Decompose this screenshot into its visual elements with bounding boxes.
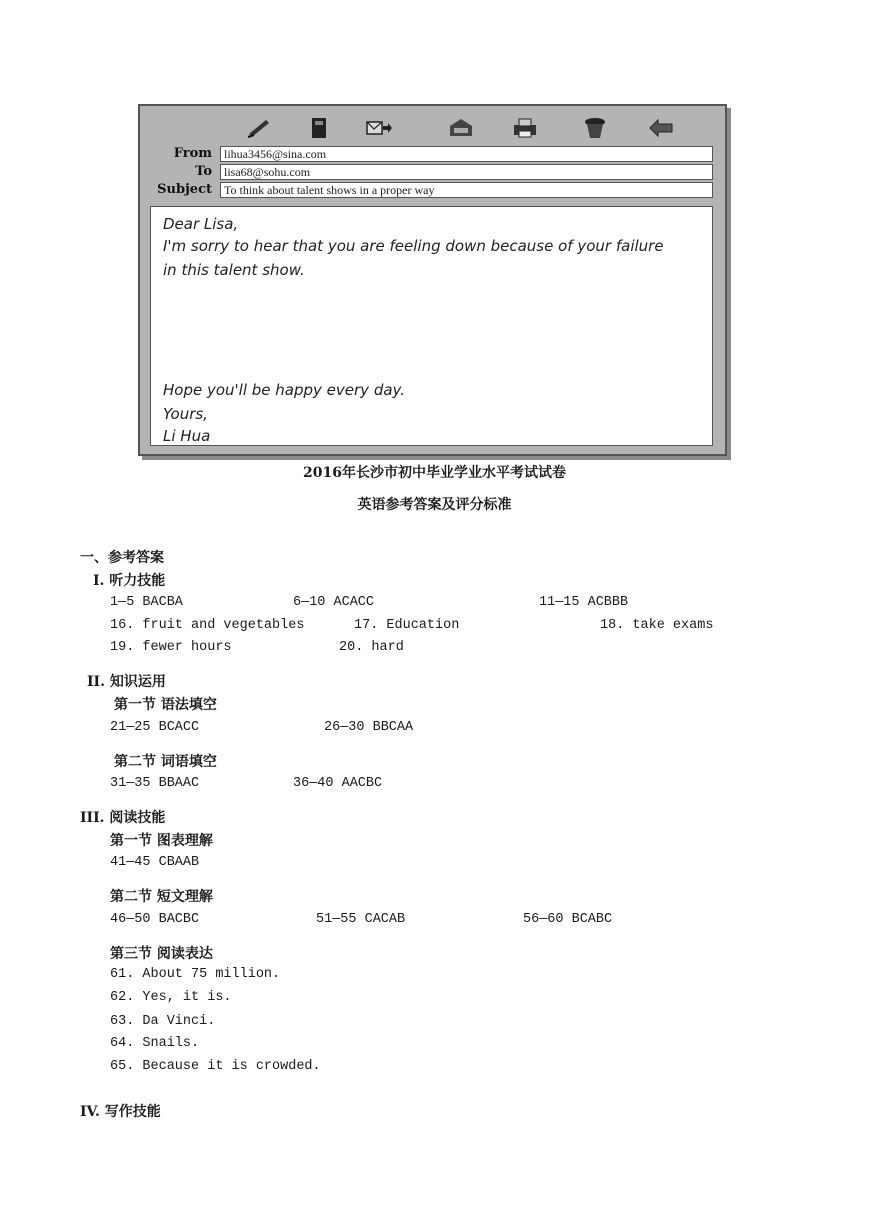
answer-item: 41—45 CBAAB bbox=[110, 855, 200, 870]
answer-item: 51—55 CACAB bbox=[316, 912, 406, 927]
answer-item: 64. Snails. bbox=[110, 1036, 200, 1051]
to-field[interactable]: lisa68@sohu.com bbox=[220, 164, 713, 180]
answer-item: 19. fewer hours bbox=[110, 640, 232, 655]
subsection-heading: 第二节 短文理解 bbox=[110, 889, 213, 905]
email-window-illustration bbox=[138, 104, 727, 456]
section-heading: 一、参考答案 bbox=[80, 550, 164, 566]
email-line: in this talent show. bbox=[163, 261, 305, 279]
to-row bbox=[140, 164, 725, 180]
answer-item: 31—35 BBAAC bbox=[110, 776, 200, 791]
subsection-heading: 第三节 阅读表达 bbox=[110, 946, 213, 962]
quill-icon bbox=[246, 116, 272, 140]
printer-icon bbox=[512, 116, 538, 140]
email-closing: Yours, bbox=[163, 405, 208, 423]
email-closing: Hope you'll be happy every day. bbox=[163, 381, 406, 399]
answer-item: 62. Yes, it is. bbox=[110, 990, 232, 1005]
answer-item: 46—50 BACBC bbox=[110, 912, 200, 927]
part-heading: II. 知识运用 bbox=[87, 674, 166, 690]
subject-label: Subject bbox=[157, 182, 212, 197]
send-mail-icon bbox=[366, 116, 392, 140]
answer-item: 6—10 ACACC bbox=[293, 595, 375, 610]
trash-icon bbox=[582, 116, 608, 140]
book-icon bbox=[306, 116, 332, 140]
email-toolbar bbox=[140, 112, 725, 146]
answer-item: 17. Education bbox=[354, 618, 460, 633]
from-label: From bbox=[173, 146, 212, 161]
answer-item: 26—30 BBCAA bbox=[324, 720, 414, 735]
answer-item: 16. fruit and vegetables bbox=[110, 618, 305, 633]
subsection-heading: 第二节 词语填空 bbox=[114, 754, 217, 770]
email-signature: Li Hua bbox=[163, 427, 211, 445]
part-heading: IV. 写作技能 bbox=[80, 1104, 161, 1120]
to-label: To bbox=[195, 164, 212, 179]
doc-subtitle: 英语参考答案及评分标准 bbox=[357, 497, 512, 513]
subject-field[interactable]: To think about talent shows in a proper way bbox=[220, 182, 713, 198]
answer-item: 21—25 BCACC bbox=[110, 720, 200, 735]
part-heading: III. 阅读技能 bbox=[80, 810, 166, 826]
part-heading: I. 听力技能 bbox=[93, 573, 166, 589]
answer-item: 63. Da Vinci. bbox=[110, 1014, 216, 1029]
email-line: I'm sorry to hear that you are feeling down because of your failure bbox=[163, 237, 664, 255]
answer-item: 65. Because it is crowded. bbox=[110, 1059, 321, 1074]
doc-title: 2016年长沙市初中毕业学业水平考试试卷 bbox=[303, 465, 566, 481]
answer-item: 18. take exams bbox=[600, 618, 714, 633]
reply-icon bbox=[648, 116, 674, 140]
email-body[interactable] bbox=[150, 206, 713, 446]
answer-item: 1—5 BACBA bbox=[110, 595, 183, 610]
answer-item: 36—40 AACBC bbox=[293, 776, 383, 791]
from-field[interactable]: lihua3456@sina.com bbox=[220, 146, 713, 162]
subsection-heading: 第一节 语法填空 bbox=[114, 697, 217, 713]
answer-item: 56—60 BCABC bbox=[523, 912, 613, 927]
subsection-heading: 第一节 图表理解 bbox=[110, 833, 213, 849]
from-row bbox=[140, 146, 725, 162]
answer-item: 20. hard bbox=[339, 640, 404, 655]
mailbox-icon bbox=[448, 116, 474, 140]
subject-row bbox=[140, 182, 725, 198]
email-greeting: Dear Lisa, bbox=[163, 215, 239, 233]
answer-item: 61. About 75 million. bbox=[110, 967, 281, 982]
answer-item: 11—15 ACBBB bbox=[539, 595, 629, 610]
